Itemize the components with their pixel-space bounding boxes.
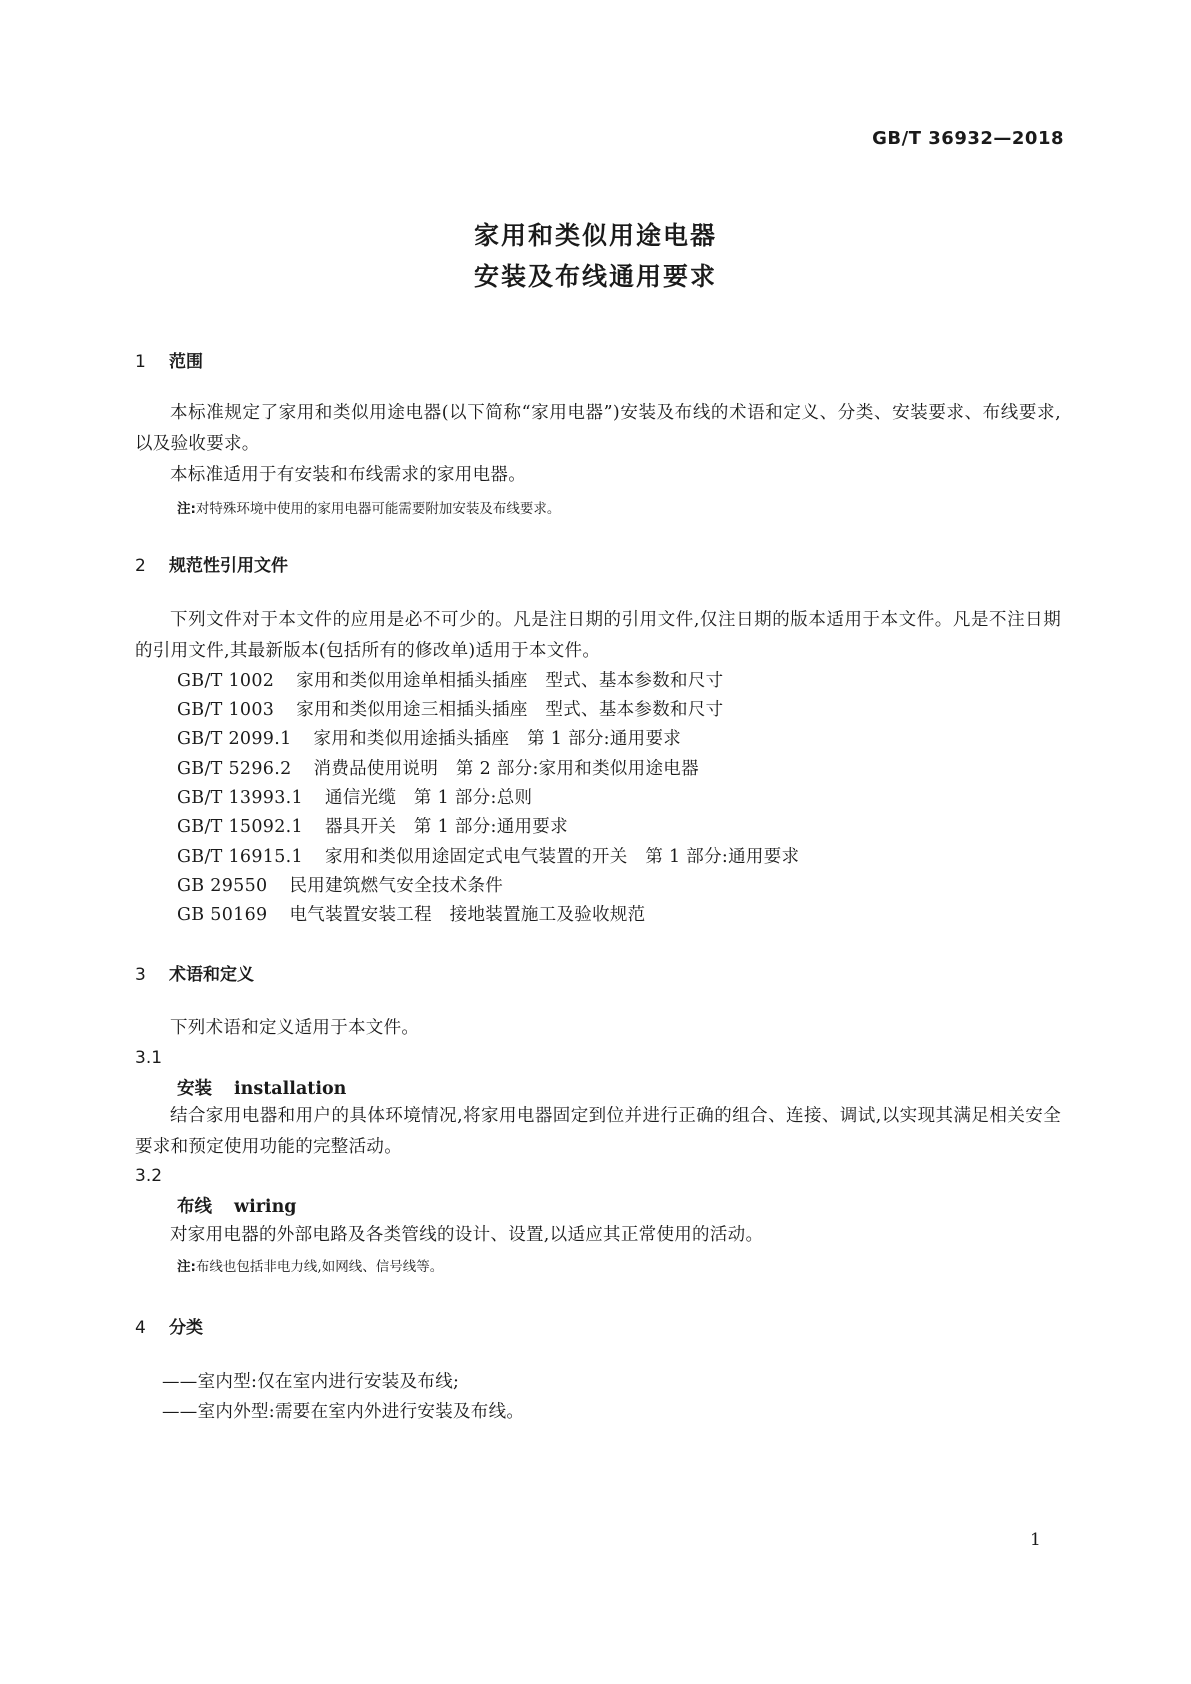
section-title: 范围 [169, 352, 203, 372]
term-definition: 对家用电器的外部电路及各类管线的设计、设置,以适应其正常使用的活动。 [170, 1225, 764, 1245]
reference-code: GB/T 1003 [177, 700, 275, 720]
reference-code: GB/T 16915.1 [177, 847, 303, 867]
reference-code: GB 50169 [177, 905, 268, 925]
reference-code: GB/T 2099.1 [177, 729, 292, 749]
section-4-heading [135, 1313, 203, 1338]
reference-code: GB/T 15092.1 [177, 817, 303, 837]
term-chinese: 布线 [177, 1197, 212, 1217]
term-heading [177, 1193, 297, 1218]
term-heading [177, 1075, 346, 1100]
reference-code: GB/T 5296.2 [177, 759, 292, 779]
reference-item [177, 901, 645, 926]
reference-title: 通信光缆 第 1 部分:总则 [324, 788, 533, 808]
reference-title: 电气装置安装工程 接地装置施工及验收规范 [289, 905, 646, 925]
standard-code: GB/T 36932—2018 [872, 128, 1064, 149]
title-line-1: 家用和类似用途电器 [473, 221, 717, 250]
section-1-heading [135, 347, 203, 372]
term-english: installation [234, 1079, 347, 1099]
page-number: 1 [1030, 1530, 1041, 1550]
section-number: 2 [135, 556, 146, 576]
section-3-heading [135, 960, 254, 985]
reference-title: 消费品使用说明 第 2 部分:家用和类似用途电器 [313, 759, 699, 779]
reference-title: 民用建筑燃气安全技术条件 [289, 876, 504, 896]
term-chinese: 安装 [177, 1079, 212, 1099]
section-title: 分类 [169, 1318, 203, 1338]
reference-code: GB 29550 [177, 876, 268, 896]
references-paragraph: 下列文件对于本文件的应用是必不可少的。凡是注日期的引用文件,仅注日期的版本适用于本文件。凡是不注日期的引用文件,其最新版本(包括所有的修改单)适用于本文件。 [135, 610, 1061, 661]
note-text: 对特殊环境中使用的家用电器可能需要附加安装及布线要求。 [195, 501, 561, 517]
reference-item [177, 843, 799, 868]
term-number: 3.1 [135, 1048, 163, 1068]
reference-title: 家用和类似用途插头插座 第 1 部分:通用要求 [313, 729, 682, 749]
note-label: 注: [177, 1259, 196, 1275]
term-number: 3.2 [135, 1166, 163, 1186]
note-label: 注: [177, 501, 196, 517]
reference-item [177, 696, 723, 721]
note-text: 布线也包括非电力线,如网线、信号线等。 [195, 1259, 444, 1275]
term-definition: 结合家用电器和用户的具体环境情况,将家用电器固定到位并进行正确的组合、连接、调试,以实现其满足相关安全要求和预定使用功能的完整活动。 [135, 1106, 1061, 1157]
reference-item [177, 872, 503, 897]
reference-code: GB/T 1002 [177, 671, 275, 691]
reference-item [177, 667, 723, 692]
scope-paragraph-2: 本标准适用于有安装和布线需求的家用电器。 [170, 465, 526, 485]
reference-code: GB/T 13993.1 [177, 788, 303, 808]
reference-title: 器具开关 第 1 部分:通用要求 [324, 817, 568, 837]
section-2-heading [135, 551, 288, 576]
title-line-2: 安装及布线通用要求 [473, 262, 717, 291]
wiring-note [177, 1255, 443, 1275]
section-title: 术语和定义 [169, 965, 254, 985]
section-title: 规范性引用文件 [169, 556, 288, 576]
scope-note [177, 497, 560, 517]
reference-item [177, 725, 681, 750]
reference-item [177, 755, 699, 780]
reference-title: 家用和类似用途固定式电气装置的开关 第 1 部分:通用要求 [324, 847, 800, 867]
section-number: 4 [135, 1318, 146, 1338]
list-item: ——室内型:仅在室内进行安装及布线; [162, 1372, 460, 1392]
reference-title: 家用和类似用途三相插头插座 型式、基本参数和尺寸 [296, 700, 724, 720]
reference-title: 家用和类似用途单相插头插座 型式、基本参数和尺寸 [296, 671, 724, 691]
list-item: ——室内外型:需要在室内外进行安装及布线。 [162, 1402, 525, 1422]
section-number: 1 [135, 352, 146, 372]
scope-paragraph-1: 本标准规定了家用和类似用途电器(以下简称“家用电器”)安装及布线的术语和定义、分类、安装要求、布线要求,以及验收要求。 [135, 403, 1061, 454]
section-number: 3 [135, 965, 146, 985]
reference-item [177, 813, 568, 838]
term-english: wiring [234, 1197, 297, 1217]
terms-intro: 下列术语和定义适用于本文件。 [170, 1018, 420, 1038]
reference-item [177, 784, 532, 809]
